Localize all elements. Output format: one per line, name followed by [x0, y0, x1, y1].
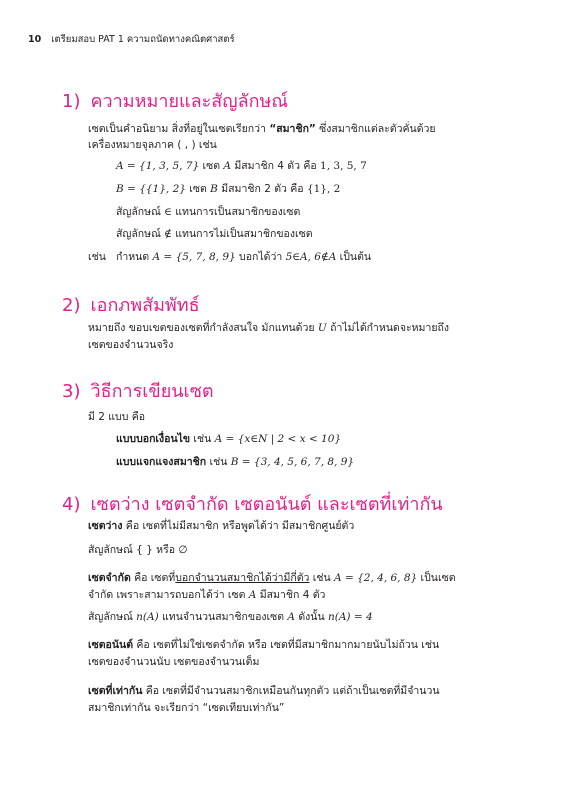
section-2-title: เอกภพสัมพัทธ์ [90, 295, 200, 316]
running-title: เตรียมสอบ PAT 1 ความถนัดทางคณิตศาสตร์ [51, 34, 235, 45]
s1-eg-line [116, 252, 371, 263]
text: คือ เซตที่ไม่ใช่เซตจำกัด หรือ เซตที่มีสมาชิกมากมายนับไม่ถ้วน เช่น [133, 639, 440, 651]
text: เช่น [206, 456, 231, 468]
section-1-title: ความหมายและสัญลักษณ์ [90, 91, 289, 112]
text: มีสมาชิก 2 ตัว คือ [217, 183, 307, 195]
s4-infinite-def-1 [88, 640, 439, 651]
method-condition-label: แบบบอกเงื่อนไข [116, 433, 191, 445]
text: คือ เซตที่ไม่มีสมาชิก หรือพูดได้ว่า มีสมาชิกศูนย์ตัว [122, 520, 355, 532]
section-3-title: วิธีการเขียนเซต [90, 381, 214, 402]
math-set-builder: A = {x∈N | 2 < x < 10} [214, 433, 342, 445]
text: สัญลักษณ์ [88, 611, 137, 623]
s1-example-2 [116, 184, 340, 195]
s1-term-member: “สมาชิก” [269, 123, 316, 135]
math-cardinality: n(A) [136, 611, 159, 623]
text: เช่น [309, 572, 335, 584]
text: คือ เซตที่มีจำนวนสมาชิกเหมือนกันทุกตัว แต่ถ้าเป็นเซตที่มีจำนวน [142, 685, 440, 697]
section-3-number: 3) [62, 381, 81, 402]
s2-line-2: เซตของจำนวนจริง [88, 339, 174, 351]
s1-eg-label: เช่น [88, 251, 106, 263]
math-var: B [210, 183, 218, 195]
math-var: A [287, 611, 295, 623]
section-2-heading [62, 290, 200, 319]
empty-set-symbol: ∅ [178, 544, 188, 556]
s1-paragraph-line-1 [88, 124, 436, 135]
text: แทนจำนวนสมาชิกของเซต [158, 611, 288, 623]
math-set-b: B = {{1}, 2} [116, 183, 186, 195]
s4-finite-def-2 [88, 590, 325, 601]
math-set-listing: B = {3, 4, 5, 6, 7, 8, 9} [230, 456, 355, 468]
math-cardinality-result: n(A) = 4 [327, 611, 373, 623]
s4-finite-def-1 [88, 573, 456, 584]
section-2-number: 2) [62, 295, 81, 316]
s1-symbol-in [116, 207, 300, 218]
s4-infinite-def-2: เซตของจำนวนนับ เซตของจำนวนเต็ม [88, 656, 260, 668]
s3-method-1 [116, 434, 341, 445]
term-infinite-set: เซตอนันต์ [88, 639, 134, 651]
underlined-text: บอกจำนวนสมาชิกได้ว่ามีกี่ตัว [175, 572, 310, 584]
text: คือ เซตที่ [130, 572, 176, 584]
page-header [28, 32, 235, 47]
math-set: A = {2, 4, 6, 8} [334, 572, 418, 584]
text: สัญลักษณ์ [116, 228, 165, 240]
s1-text-tail: ซึ่งสมาชิกแต่ละตัวคั่นด้วย [315, 123, 436, 135]
term-empty-set: เซตว่าง [88, 520, 123, 532]
text: เซต [185, 183, 211, 195]
math-var-u: U [317, 322, 327, 334]
section-1-number: 1) [62, 91, 81, 112]
s3-intro: มี 2 แบบ คือ [88, 411, 146, 423]
term-finite-set: เซตจำกัด [88, 572, 131, 584]
text: จำกัด เพราะสามารถบอกได้ว่า เซต [88, 589, 249, 601]
math-membership: 5∈A, 6∉A [285, 251, 337, 263]
section-1-heading [62, 86, 288, 115]
s4-empty-symbol [88, 545, 188, 556]
math-elements: 1, 3, 5, 7 [320, 160, 367, 172]
math-set-a: A = {1, 3, 5, 7} [116, 160, 200, 172]
s1-symbol-notin [116, 229, 313, 240]
method-listing-label: แบบแจกแจงสมาชิก [116, 456, 207, 468]
text: สัญลักษณ์ { } หรือ [88, 544, 179, 556]
section-3-heading [62, 376, 214, 405]
not-element-of-symbol: ∉ [164, 228, 172, 240]
text: กำหนด [116, 251, 153, 263]
text: มีสมาชิก 4 ตัว [256, 589, 326, 601]
text: หมายถึง ขอบเขตของเซตที่กำลังสนใจ มักแทนด้วย [88, 322, 318, 334]
text: เช่น [190, 433, 215, 445]
s1-text: เซตเป็นคำอนิยาม สิ่งที่อยู่ในเซตเรียกว่า [88, 123, 270, 135]
text: ถ้าไม่ได้กำหนดจะหมายถึง [326, 322, 449, 334]
math-var: A [248, 589, 257, 601]
s4-equal-def-2: สมาชิกเท่ากัน จะเรียกว่า “เซตเทียบเท่ากัน” [88, 702, 285, 714]
text: บอกได้ว่า [235, 251, 286, 263]
term-equal-sets: เซตที่เท่ากัน [88, 685, 143, 697]
section-4-title: เซตว่าง เซตจำกัด เซตอนันต์ และเซตที่เท่ากัน [90, 494, 443, 515]
s1-paragraph-line-2: เครื่องหมายจุลภาค ( , ) เช่น [88, 139, 217, 151]
s4-finite-symbol [88, 612, 373, 623]
text: มีสมาชิก 4 ตัว คือ [230, 160, 321, 172]
section-4-heading [62, 489, 443, 518]
s2-line-1 [88, 323, 449, 334]
text: แทนการเป็นสมาชิกของเซต [171, 206, 301, 218]
s3-method-2 [116, 457, 354, 468]
text: สัญลักษณ์ [116, 206, 165, 218]
s4-equal-def-1 [88, 686, 440, 697]
text: เซต [199, 160, 224, 172]
element-of-symbol: ∈ [164, 206, 172, 218]
s4-empty-def [88, 521, 354, 532]
text: แทนการไม่เป็นสมาชิกของเซต [171, 228, 313, 240]
text: เป็นต้น [336, 251, 372, 263]
text: ดังนั้น [295, 611, 328, 623]
page-number: 10 [28, 34, 42, 45]
math-set: A = {5, 7, 8, 9} [152, 251, 236, 263]
s1-example-1 [116, 161, 367, 172]
math-var: A [223, 160, 231, 172]
math-elements: {1}, 2 [306, 183, 341, 195]
text: เป็นเซต [417, 572, 456, 584]
section-4-number: 4) [62, 494, 81, 515]
